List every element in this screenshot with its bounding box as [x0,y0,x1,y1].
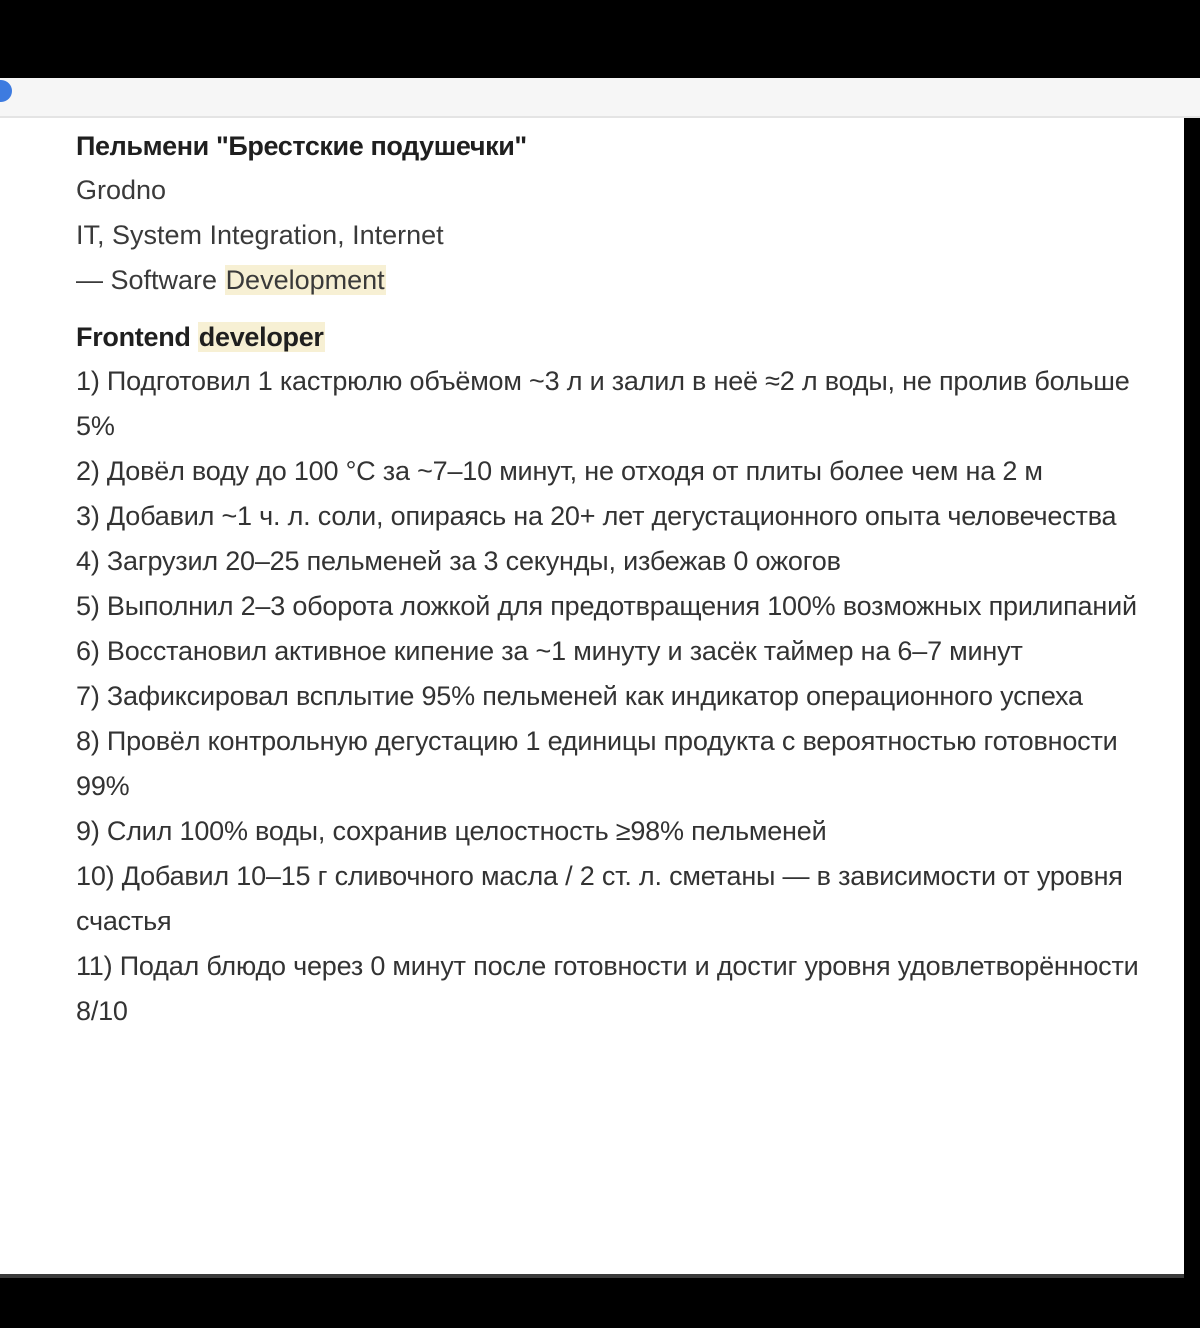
experience-step-9: 9) Слил 100% воды, сохранив целостность ≥98% пельменей [76,816,827,846]
right-edge-strip [1184,118,1200,1274]
company-city: Grodno [76,175,167,205]
experience-step-1: 1) Подготовил 1 кастрюлю объёмом ~3 л и залил в неё ≈2 л воды, не пролив больше 5% [76,366,1130,441]
job-title[interactable] [76,319,1166,355]
company-industry: IT, System Integration, Internet [76,220,444,250]
company-name[interactable]: Пельмени "Брестские подушечки" [76,131,527,161]
job-title-prefix: Frontend [76,322,198,352]
content-bottom-border [0,1274,1184,1278]
experience-step-3: 3) Добавил ~1 ч. л. соли, опираясь на 20+ лет дегустационного опыта человечества [76,501,1117,531]
experience-step-4: 4) Загрузил 20–25 пельменей за 3 секунды, избежав 0 ожогов [76,546,841,576]
experience-step-5: 5) Выполнил 2–3 оборота ложкой для предотвращения 100% возможных прилипаний [76,591,1137,621]
specialization-prefix: — Software [76,265,225,295]
vacancy-content-panel [0,118,1184,1274]
blue-indicator-icon [0,80,12,102]
experience-step-10: 10) Добавил 10–15 г сливочного масла / 2 ст. л. сметаны — в зависимости от уровня счастья [76,861,1123,936]
experience-step-8: 8) Провёл контрольную дегустацию 1 единицы продукта с вероятностью готовности 99% [76,726,1118,801]
vacancy-text-area [76,128,1166,1034]
specialization-highlight: Development [225,265,385,295]
experience-step-6: 6) Восстановил активное кипение за ~1 минуту и засёк таймер на 6–7 минут [76,636,1023,666]
job-title-highlight: developer [198,322,324,352]
company-specialization [76,258,1166,303]
browser-top-bar [0,78,1200,118]
experience-steps-list [76,359,1166,1034]
experience-step-2: 2) Довёл воду до 100 °C за ~7–10 минут, не отходя от плиты более чем на 2 м [76,456,1043,486]
experience-step-11: 11) Подал блюдо через 0 минут после готовности и достиг уровня удовлетворённости 8/10 [76,951,1139,1026]
experience-step-7: 7) Зафиксировал всплытие 95% пельменей как индикатор операционного успеха [76,681,1083,711]
